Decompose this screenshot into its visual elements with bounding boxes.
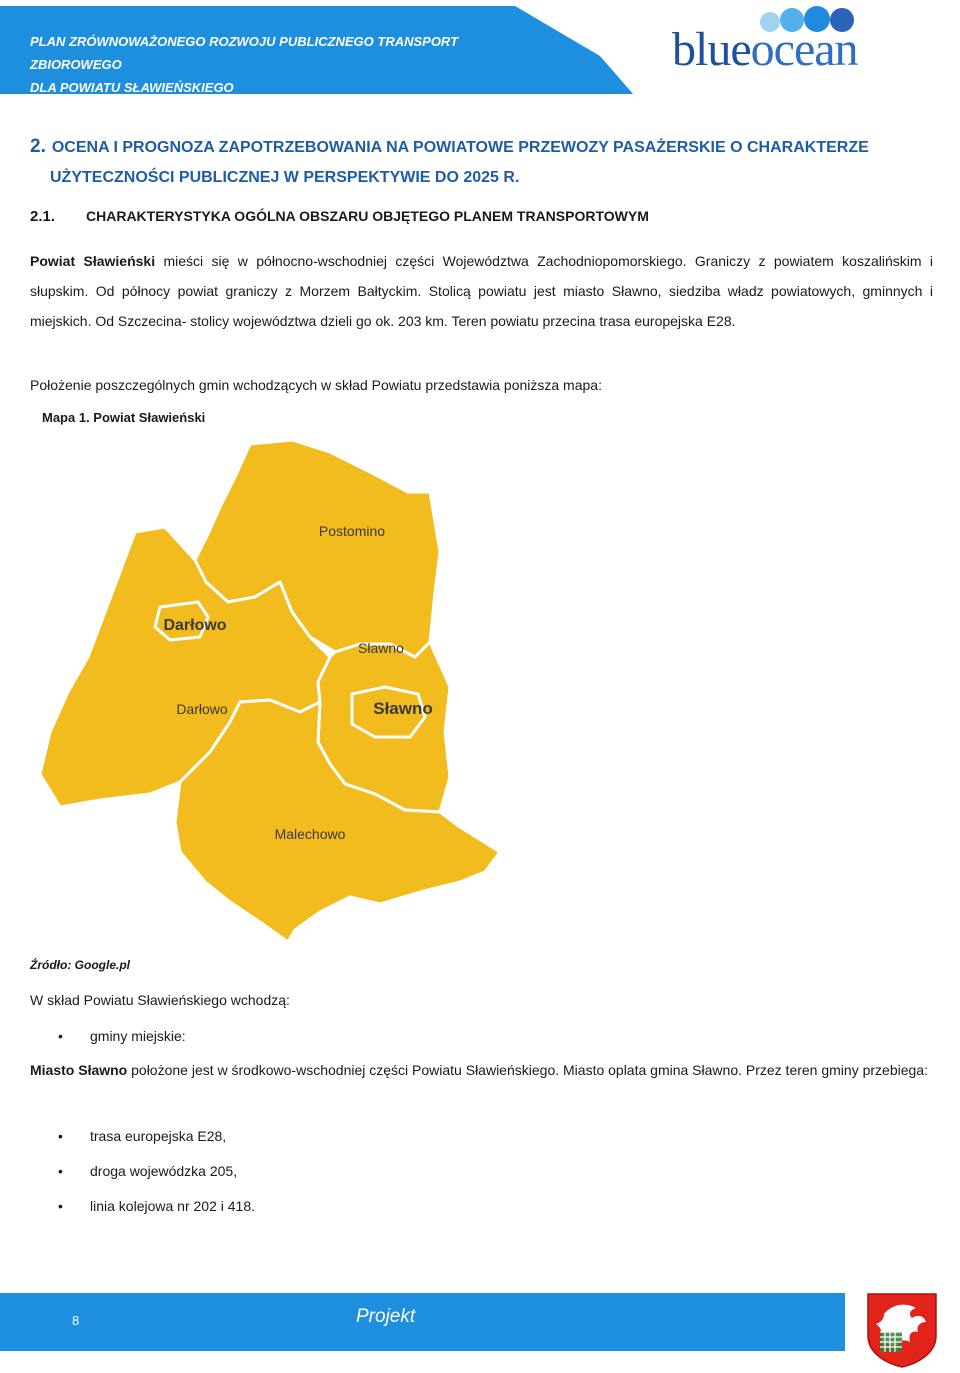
label-darlowo-city: Darłowo xyxy=(163,617,227,634)
map-source: Źródło: Google.pl xyxy=(30,958,130,972)
slawno-bold-lead: Miasto Sławno xyxy=(30,1062,128,1078)
section-heading xyxy=(30,132,930,193)
subsection-number: 2.1. xyxy=(30,208,56,225)
subsection-title: CHARAKTERYSTYKA OGÓLNA OBSZARU OBJĘTEGO PLANEM TRANSPORTOWYM xyxy=(86,208,649,224)
logo-part-blue: blue xyxy=(672,23,751,76)
route-item-text: trasa europejska E28, xyxy=(90,1128,227,1144)
section-title-line2: UŻYTECZNOŚCI PUBLICZNEJ W PERSPEKTYWIE DO 2025 R. xyxy=(50,169,520,186)
slawno-text: położone jest w środkowo-wschodniej części Powiatu Sławieńskiego. Miasto oplata gmina Sławno. Przez teren gminy przebiega: xyxy=(127,1062,928,1078)
county-map xyxy=(30,432,530,952)
route-item-text: droga wojewódzka 205, xyxy=(90,1163,238,1179)
section-number: 2. xyxy=(30,136,46,157)
footer-label: Projekt xyxy=(356,1306,416,1327)
logo-wordmark xyxy=(672,23,858,76)
route-item: • linia kolejowa nr 202 i 418. xyxy=(58,1198,255,1214)
slawno-paragraph xyxy=(30,1055,933,1085)
document-title xyxy=(30,30,530,99)
page-number: 8 xyxy=(72,1313,80,1328)
logo-part-ocean: ocean xyxy=(750,23,858,76)
footer-bar xyxy=(0,1293,845,1351)
county-crest-icon xyxy=(866,1292,938,1368)
intro-paragraph xyxy=(30,246,933,336)
intro-text: mieści się w północno-wschodniej części Województwa Zachodniopomorskiego. Graniczy z powiatem koszalińskim i słupskim. Od północy powiat graniczy z Morzem Bałtyckim. Stolicą powiatu jest miasto Sławno, siedziba władz powiatowych, gminnych i miejskich. Od Szczecina- stolicy województwa dzieli go ok. 203 km. Teren powiatu przecina trasa europejska E28. xyxy=(30,253,933,329)
label-darlowo-gmina: Darłowo xyxy=(176,701,228,717)
county-map-svg xyxy=(30,432,530,952)
bullet-gminy: • gminy miejskie: xyxy=(58,1028,186,1044)
document-title-line1: PLAN ZRÓWNOWAŻONEGO ROZWOJU PUBLICZNEGO TRANSPORT ZBIOROWEGO xyxy=(30,34,459,72)
intro-bold-lead: Powiat Sławieński xyxy=(30,253,156,269)
label-malechowo: Malechowo xyxy=(274,826,346,842)
blueocean-logo xyxy=(672,4,932,76)
route-item: • droga wojewódzka 205, xyxy=(58,1163,238,1179)
section-title-line1: OCENA I PROGNOZA ZAPOTRZEBOWANIA NA POWIATOWE PRZEWOZY PASAŻERSKIE O CHARAKTERZE xyxy=(51,139,869,156)
route-item: • trasa europejska E28, xyxy=(58,1128,227,1144)
document-title-line2: DLA POWIATU SŁAWIEŃSKIEGO xyxy=(30,80,234,95)
map-intro-text: Położenie poszczególnych gmin wchodzących w skład Powiatu przedstawia poniższa mapa: xyxy=(30,377,602,393)
label-postomino: Postomino xyxy=(318,523,386,539)
composition-text: W skład Powiatu Sławieńskiego wchodzą: xyxy=(30,992,290,1008)
label-slawno-city: Sławno xyxy=(373,699,433,718)
route-item-text: linia kolejowa nr 202 i 418. xyxy=(90,1198,255,1214)
label-slawno-gmina: Sławno xyxy=(358,640,404,656)
subsection-heading xyxy=(30,204,930,229)
map-caption: Mapa 1. Powiat Sławieński xyxy=(42,410,206,425)
bullet-gminy-text: gminy miejskie: xyxy=(90,1028,186,1044)
